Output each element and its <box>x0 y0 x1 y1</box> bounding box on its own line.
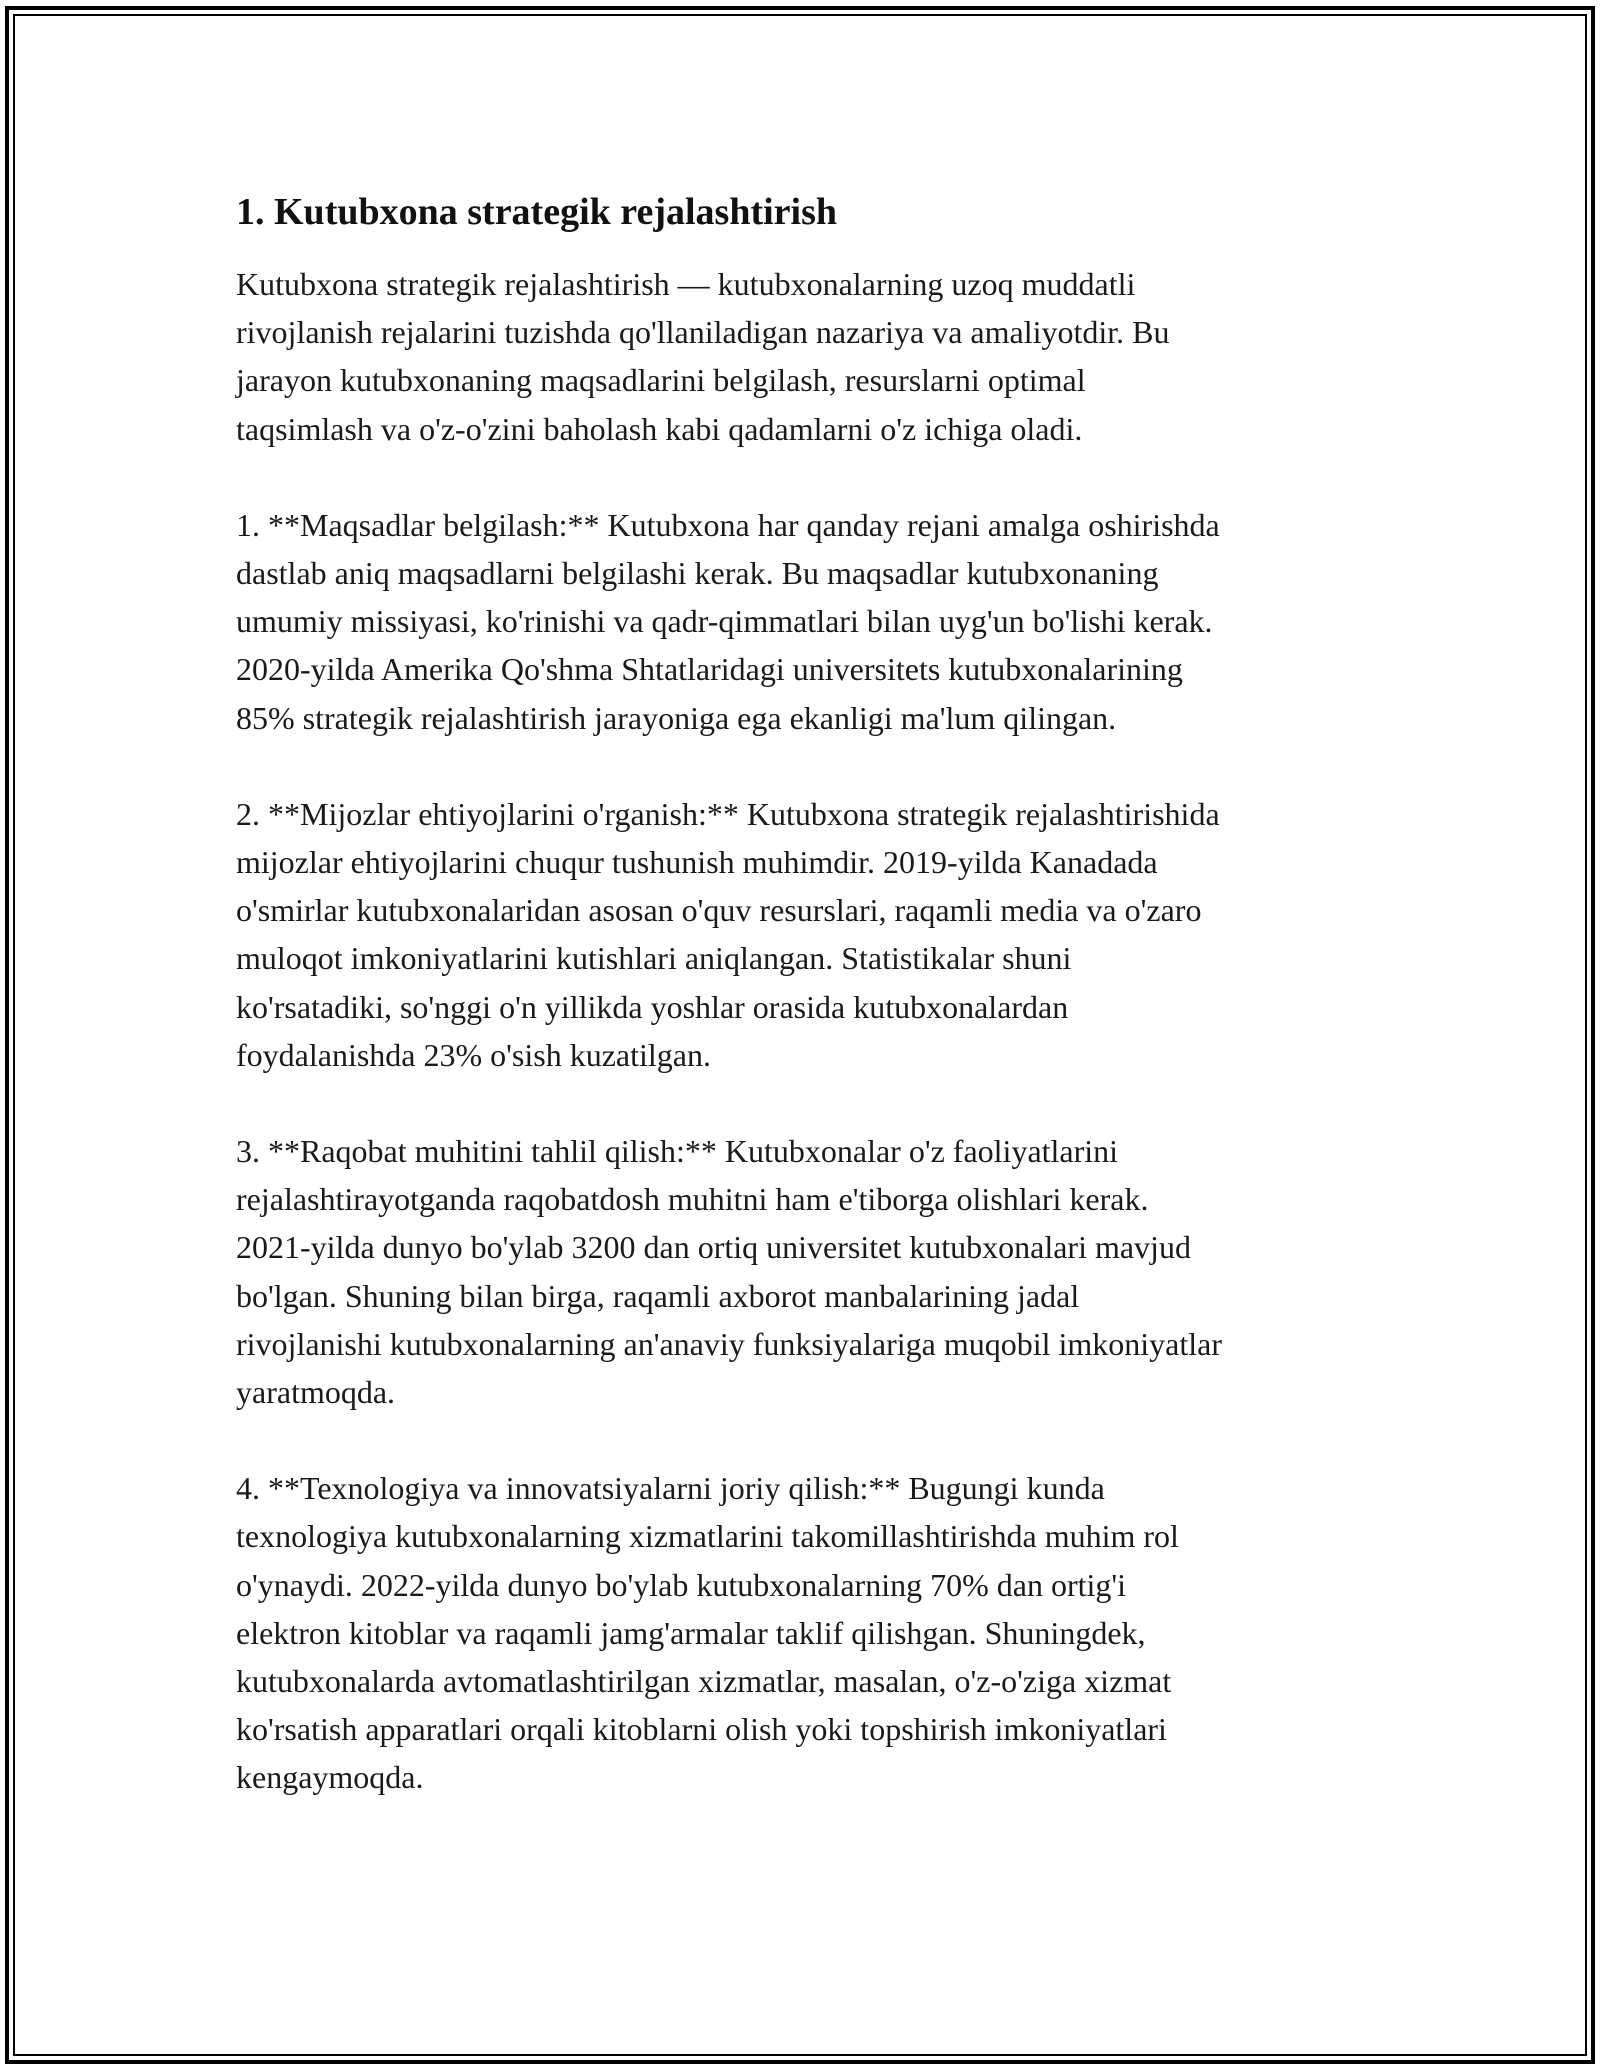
paragraph-technology: 4. **Texnologiya va innovatsiyalarni joriy qilish:** Bugungi kunda texnologiya kutubxonalarning xizmatlarini takomillashtirishda muhim rol o'ynaydi. 2022-yilda dunyo bo'ylab kutubxonalarning 70% dan ortig'i elektron kitoblar va raqamli jamg'armalar taklif qilishgan. Shuningdek, kutubxonalarda avtomatlashtirilgan xizmatlar, masalan, o'z-o'ziga xizmat ko'rsatish apparatlari orqali kitoblarni olish yoki topshirish imkoniyatlari kengaymoqda. <box>236 1470 1179 1796</box>
paragraph-competition: 3. **Raqobat muhitini tahlil qilish:** Kutubxonalar o'z faoliyatlarini rejalashtirayotganda raqobatdosh muhitni ham e'tiborga olishlari kerak. 2021-yilda dunyo bo'ylab 3200 dan ortiq universitet kutubxonalari mavjud bo'lgan. Shuning bilan birga, raqamli axborot manbalarining jadal rivojlanishi kutubxonalarning an'anaviy funksiyalariga muqobil imkoniyatlar yaratmoqda. <box>236 1133 1222 1411</box>
paragraph-customer-needs: 2. **Mijozlar ehtiyojlarini o'rganish:** Kutubxona strategik rejalashtirishida mijozlar ehtiyojlarini chuqur tushunish muhimdir. 2019-yilda Kanadada o'smirlar kutubxonalaridan asosan o'quv resurslari, raqamli media va o'zaro muloqot imkoniyatlarini kutishlari aniqlangan. Statistikalar shuni ko'rsatadiki, so'nggi o'n yillikda yoshlar orasida kutubxonalardan foydalanishda 23% o'sish kuzatilgan. <box>236 795 1220 1073</box>
intro-paragraph: Kutubxona strategik rejalashtirish — kutubxonalarning uzoq muddatli rivojlanish rejalarini tuzishda qo'llaniladigan nazariya va amaliyotdir. Bu jarayon kutubxonaning maqsadlarini belgilash, resurslarni optimal taqsimlash va o'z-o'zini baholash kabi qadamlarni o'z ichiga oladi. <box>236 266 1170 447</box>
document-title: 1. Kutubxona strategik rejalashtirish <box>236 191 838 233</box>
paragraph-goals: 1. **Maqsadlar belgilash:** Kutubxona har qanday rejani amalga oshirishda dastlab aniq maqsadlarni belgilashi kerak. Bu maqsadlar kutubxonaning umumiy missiyasi, ko'rinishi va qadr-qimmatlari bilan uyg'un bo'lishi kerak. 2020-yilda Amerika Qo'shma Shtatlaridagi universitets kutubxonalarining 85% strategik rejalashtirish jarayoniga ega ekanligi ma'lum qilingan. <box>236 506 1220 736</box>
document-body <box>236 186 1376 1850</box>
